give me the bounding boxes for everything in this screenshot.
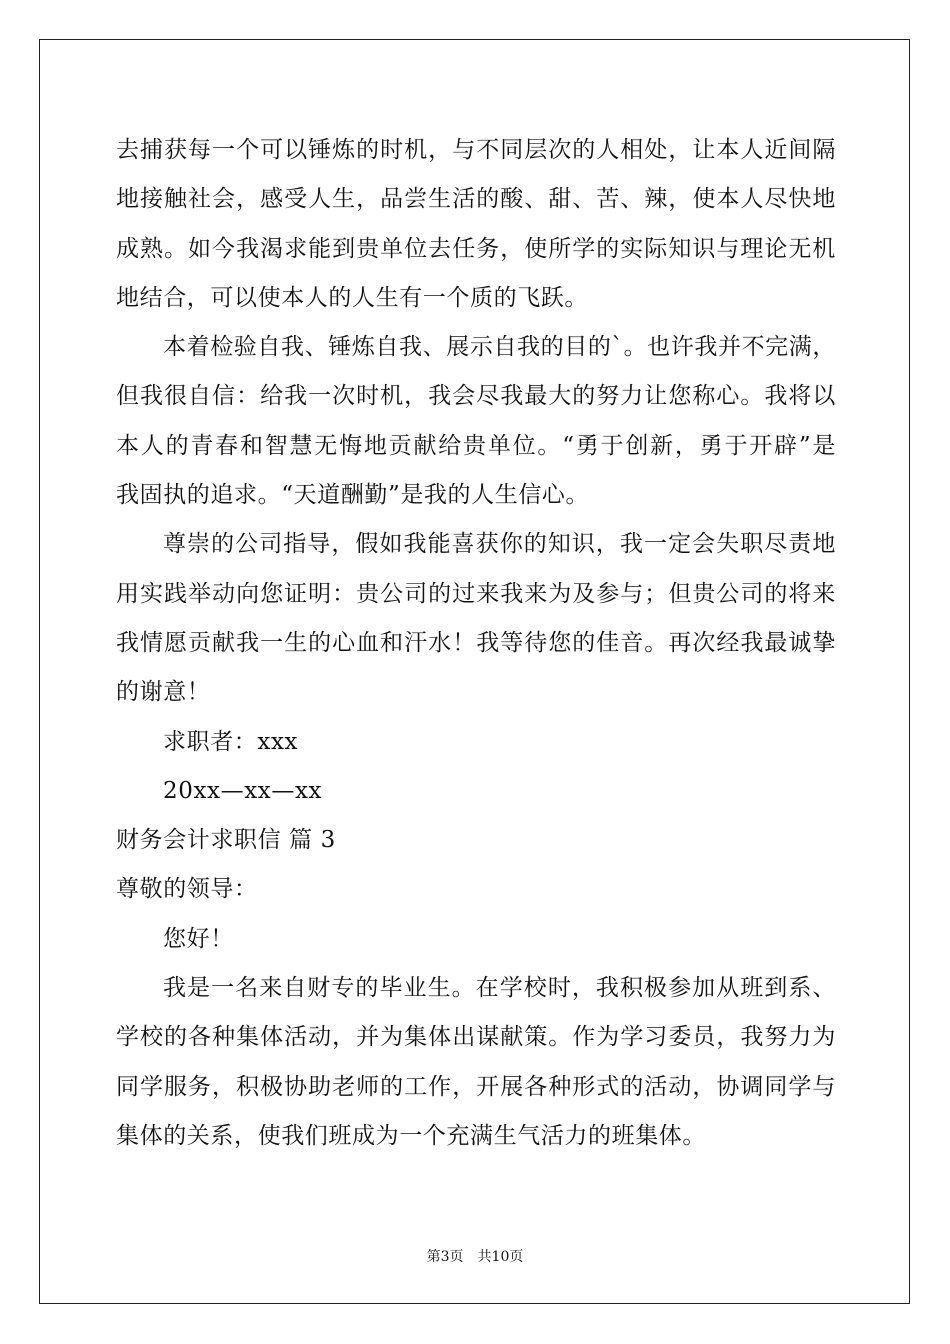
text-line: 成熟。如今我渴求能到贵单位去任务，使所学的实际知识与理论无机	[116, 235, 836, 262]
greeting: 您好！	[163, 925, 234, 952]
section-heading: 财务会计求职信 篇 3	[116, 827, 336, 854]
text-line: 本着检验自我、锤炼自我、展示自我的目的`。也许我并不完满，	[163, 334, 836, 361]
page-footer	[0, 1246, 950, 1266]
text-line: 我是一名来自财专的毕业生。在学校时，我积极参加从班到系、	[163, 975, 836, 1002]
text-line: 地接触社会，感受人生，品尝生活的酸、甜、苦、辣，使本人尽快地	[116, 186, 836, 213]
salutation: 尊敬的领导：	[116, 876, 258, 903]
signature-date: 20xx—xx—xx	[163, 777, 323, 804]
text-line: 我固执的追求。“天道酬勤”是我的人生信心。	[116, 482, 590, 509]
text-line: 本人的青春和智慧无悔地贡献给贵单位。“勇于创新，勇于开辟”是	[116, 432, 836, 459]
text-line: 但我很自信：给我一次时机，我会尽我最大的努力让您称心。我将以	[116, 383, 836, 410]
text-line: 同学服务，积极协助老师的工作，开展各种形式的活动，协调同学与	[116, 1073, 836, 1100]
text-line: 的谢意！	[116, 679, 211, 706]
text-line: 去捕获每一个可以锤炼的时机，与不同层次的人相处，让本人近间隔	[116, 137, 836, 163]
signature-applicant: 求职者：xxx	[163, 728, 299, 755]
page-number: 第3页	[426, 1249, 464, 1265]
text-line: 集体的关系，使我们班成为一个充满生气活力的班集体。	[116, 1122, 706, 1149]
page-total: 共10页	[477, 1249, 524, 1265]
text-line: 学校的各种集体活动，并为集体出谋献策。作为学习委员，我努力为	[116, 1024, 836, 1051]
text-line: 地结合，可以使本人的人生有一个质的飞跃。	[116, 284, 588, 311]
document-body	[116, 126, 836, 1161]
text-line: 我情愿贡献我一生的心血和汗水！我等待您的佳音。再次经我最诚挚	[116, 629, 836, 656]
text-line: 尊崇的公司指导，假如我能喜获你的知识，我一定会失职尽责地	[163, 531, 836, 558]
text-line: 用实践举动向您证明：贵公司的过来我来为及参与；但贵公司的将来	[116, 580, 836, 607]
